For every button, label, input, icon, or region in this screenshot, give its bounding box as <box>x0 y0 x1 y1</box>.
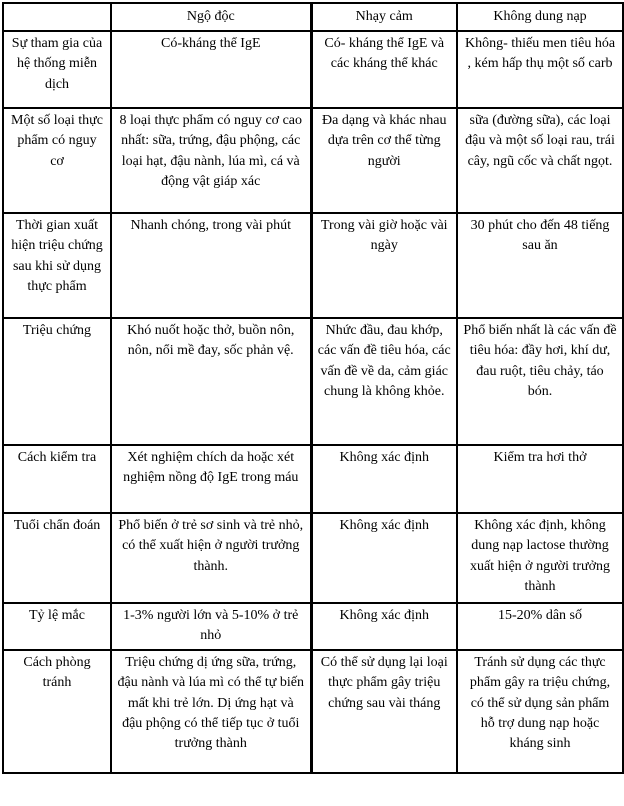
table-cell: sữa (đường sữa), các loại đậu và một số loại rau, trái cây, ngũ cốc và chất ngọt. <box>457 108 623 213</box>
column-header-khong-dung-nap: Không dung nạp <box>457 3 623 31</box>
table-cell: Có thể sử dụng lại loại thực phẩm gây triệu chứng sau vài tháng <box>311 650 457 773</box>
table-cell: 15-20% dân số <box>457 603 623 650</box>
column-header-ngo-doc: Ngộ độc <box>111 3 311 31</box>
table-row <box>3 513 623 603</box>
column-header-nhay-cam: Nhạy cảm <box>311 3 457 31</box>
header-row <box>3 3 623 31</box>
table-cell: Không xác định, không dung nạp lactose thường xuất hiện ở người trưởng thành <box>457 513 623 603</box>
table-cell: Phổ biến nhất là các vấn đề tiêu hóa: đầy hơi, khí dư, đau ruột, tiêu chảy, táo bón. <box>457 318 623 445</box>
table-cell: Nhanh chóng, trong vài phút <box>111 213 311 318</box>
table-row <box>3 650 623 773</box>
table-cell: Không- thiếu men tiêu hóa , kém hấp thụ một số carb <box>457 31 623 108</box>
row-header-immune-system: Sự tham gia của hệ thống miễn dịch <box>3 31 111 108</box>
table-cell: Đa dạng và khác nhau dựa trên cơ thể từng người <box>311 108 457 213</box>
row-header-prevalence: Tỷ lệ mắc <box>3 603 111 650</box>
table-cell: Không xác định <box>311 603 457 650</box>
table-cell: Nhức đầu, đau khớp, các vấn đề tiêu hóa, các vấn đề về da, cảm giác chung là không khỏe. <box>311 318 457 445</box>
row-header-risky-foods: Một số loại thực phẩm có nguy cơ <box>3 108 111 213</box>
table-cell: Trong vài giờ hoặc vài ngày <box>311 213 457 318</box>
table-row <box>3 213 623 318</box>
table-cell: Không xác định <box>311 513 457 603</box>
table-cell: Xét nghiệm chích da hoặc xét nghiệm nồng độ IgE trong máu <box>111 445 311 513</box>
table-row <box>3 445 623 513</box>
row-header-prevention: Cách phòng tránh <box>3 650 111 773</box>
row-header-diagnosis-age: Tuổi chẩn đoán <box>3 513 111 603</box>
table-row <box>3 108 623 213</box>
table-cell: 1-3% người lớn và 5-10% ở trẻ nhỏ <box>111 603 311 650</box>
table-row <box>3 318 623 445</box>
table-cell: 30 phút cho đến 48 tiếng sau ăn <box>457 213 623 318</box>
table-cell: Phổ biến ở trẻ sơ sinh và trẻ nhỏ, có thể xuất hiện ở người trưởng thành. <box>111 513 311 603</box>
table-cell: Không xác định <box>311 445 457 513</box>
table-cell: Có- kháng thể IgE và các kháng thể khác <box>311 31 457 108</box>
row-header-symptoms: Triệu chứng <box>3 318 111 445</box>
corner-header-cell <box>3 3 111 31</box>
row-header-symptom-onset-time: Thời gian xuất hiện triệu chứng sau khi sử dụng thực phẩm <box>3 213 111 318</box>
table-cell: Có-kháng thể IgE <box>111 31 311 108</box>
table-cell: 8 loại thực phẩm có nguy cơ cao nhất: sữa, trứng, đậu phộng, các loại hạt, đậu nành, lúa mì, cá và động vật giáp xác <box>111 108 311 213</box>
table-cell: Triệu chứng dị ứng sữa, trứng, đậu nành và lúa mì có thể tự biến mất khi trẻ lớn. Dị ứng hạt và đậu phộng có thể tiếp tục ở tuổi trưởng thành <box>111 650 311 773</box>
table-row <box>3 603 623 650</box>
row-header-testing-method: Cách kiểm tra <box>3 445 111 513</box>
table-cell: Khó nuốt hoặc thở, buồn nôn, nôn, nổi mề đay, sốc phản vệ. <box>111 318 311 445</box>
food-reaction-comparison-table <box>2 2 624 774</box>
table-row <box>3 31 623 108</box>
table-cell: Tránh sử dụng các thực phẩm gây ra triệu chứng, có thể sử dụng sản phẩm hỗ trợ dung nạp hoặc kháng sinh <box>457 650 623 773</box>
table-cell: Kiểm tra hơi thở <box>457 445 623 513</box>
